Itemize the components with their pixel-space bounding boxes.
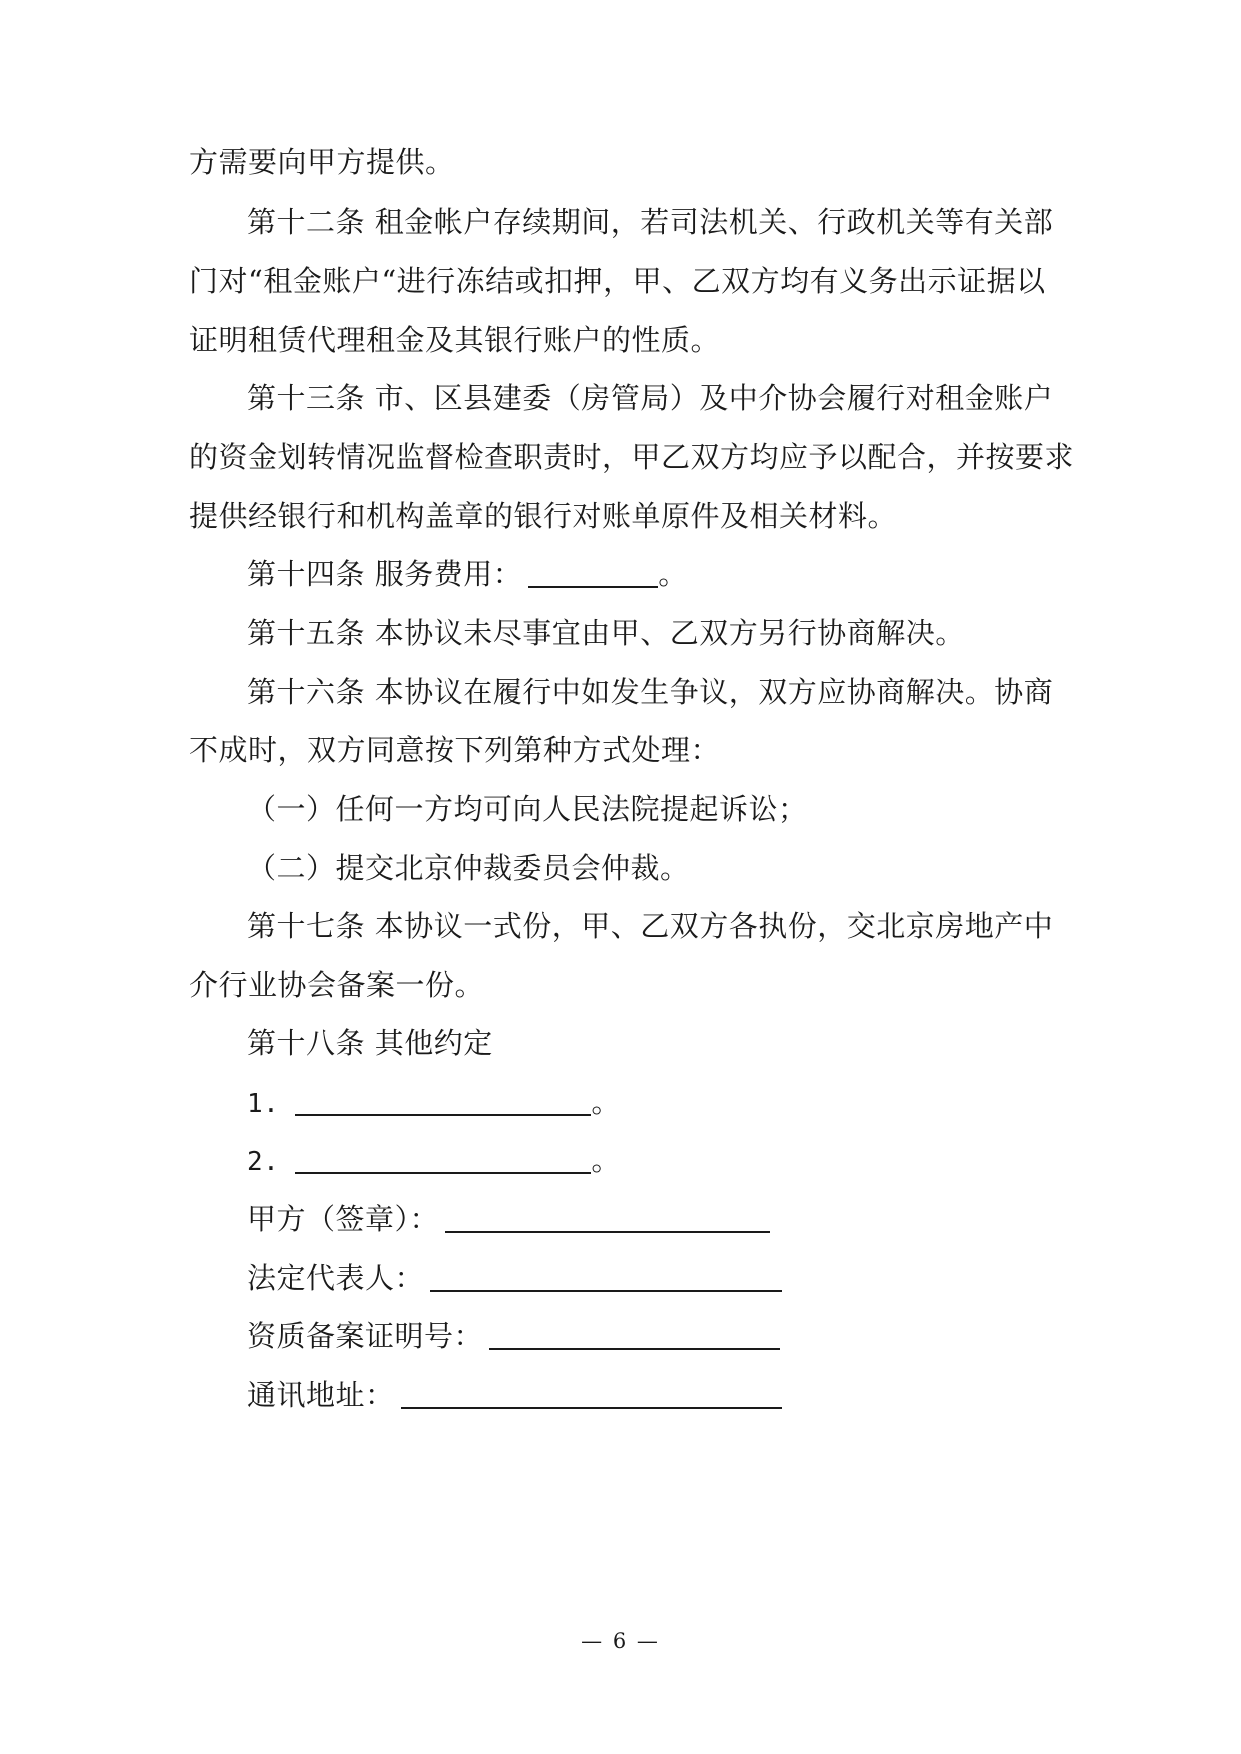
paragraph-line: 不成时，双方同意按下列第种方式处理： [189, 733, 721, 767]
mailing-address-field[interactable] [401, 1377, 782, 1409]
party-a-signature-label: 甲方（签章）： [247, 1202, 440, 1236]
service-fee-field[interactable] [528, 556, 658, 588]
option-one-line: （一）任何一方均可向人民法院提起诉讼； [247, 792, 808, 826]
article-14-line [247, 554, 688, 594]
paragraph-line: 门对“租金账户“进行冻结或扣押，甲、乙双方均有义务出示证据以 [189, 264, 1046, 298]
qualification-cert-field[interactable] [489, 1318, 780, 1350]
mailing-address-label: 通讯地址： [247, 1378, 395, 1412]
party-a-signature-field[interactable] [445, 1201, 770, 1233]
paragraph-line: 介行业协会备案一份。 [189, 968, 485, 1002]
legal-representative-label: 法定代表人： [247, 1261, 425, 1295]
article-18-line: 第十八条 其他约定 [247, 1026, 493, 1060]
paragraph-line: 证明租赁代理租金及其银行账户的性质。 [189, 323, 721, 357]
paragraph-line: 提供经银行和机构盖章的银行对账单原件及相关材料。 [189, 499, 898, 533]
page-number: — 6 — [581, 1629, 660, 1653]
other-agreement-item-2 [247, 1140, 621, 1182]
paragraph-line: 的资金划转情况监督检查职责时，甲乙双方均应予以配合，并按要求 [189, 440, 1075, 474]
service-fee-label: 第十四条 服务费用： [247, 557, 523, 591]
line-end-punct: 。 [591, 1085, 621, 1119]
article-12-line: 第十二条 租金帐户存续期间，若司法机关、行政机关等有关部 [247, 205, 1054, 239]
line-end-punct: 。 [591, 1143, 621, 1177]
other-agreement-field-2[interactable] [295, 1142, 591, 1174]
paragraph-line: 方需要向甲方提供。 [189, 145, 455, 179]
article-16-line: 第十六条 本协议在履行中如发生争议，双方应协商解决。协商 [247, 675, 1054, 709]
mailing-address-line [247, 1375, 782, 1415]
option-two-line: （二）提交北京仲裁委员会仲裁。 [247, 851, 690, 885]
item-number: 2. [247, 1147, 280, 1177]
qualification-cert-line [247, 1316, 780, 1356]
article-17-line: 第十七条 本协议一式份，甲、乙双方各执份，交北京房地产中 [247, 909, 1054, 943]
qualification-cert-label: 资质备案证明号： [247, 1319, 484, 1353]
party-a-signature-line [247, 1199, 770, 1239]
article-15-line: 第十五条 本协议未尽事宜由甲、乙双方另行协商解决。 [247, 616, 965, 650]
legal-representative-field[interactable] [430, 1260, 782, 1292]
item-number: 1. [247, 1089, 280, 1119]
line-end-punct: 。 [658, 557, 688, 591]
legal-representative-line [247, 1258, 782, 1298]
article-13-line: 第十三条 市、区县建委（房管局）及中介协会履行对租金账户 [247, 381, 1054, 415]
other-agreement-field-1[interactable] [295, 1084, 591, 1116]
other-agreement-item-1 [247, 1082, 621, 1124]
